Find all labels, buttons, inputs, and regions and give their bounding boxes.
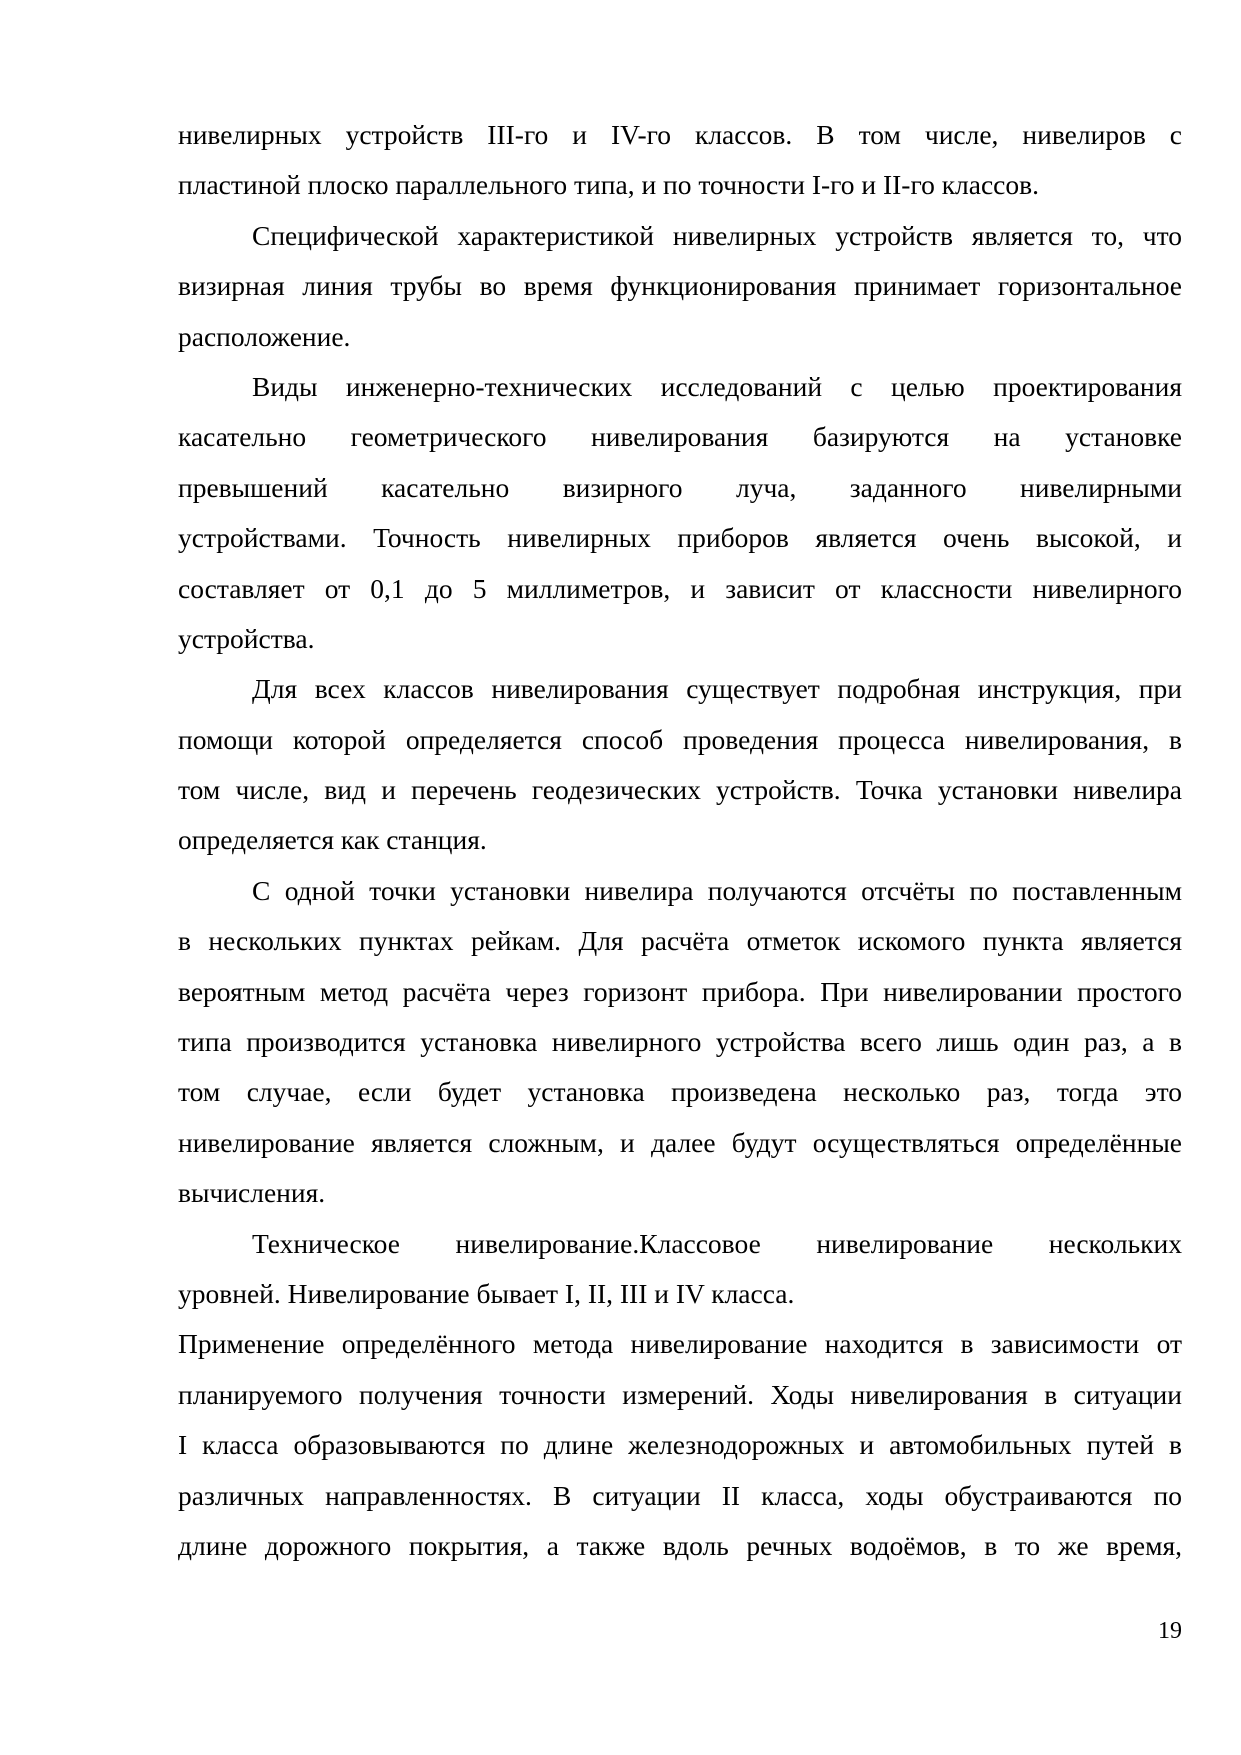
text-line: планируемого получения точности измерений. Ходы нивелирования в ситуации — [178, 1378, 1182, 1410]
text-line: том числе, вид и перечень геодезических устройств. Точка установки нивелира — [178, 774, 1182, 806]
text-line: вычисления. — [178, 1177, 326, 1209]
text-line: нивелирование является сложным, и далее будут осуществляться определённые — [178, 1126, 1182, 1158]
text-line: помощи которой определяется способ проведения процесса нивелирования, в — [178, 723, 1182, 755]
text-line: типа производится установка нивелирного устройства всего лишь один раз, а в — [178, 1026, 1182, 1058]
text-line: Специфической характеристикой нивелирных устройств является то, что — [252, 219, 1182, 251]
text-line: расположение. — [178, 320, 351, 352]
text-line: касательно геометрического нивелирования базируются на установке — [178, 421, 1182, 453]
text-line: Виды инженерно-технических исследований с целью проектирования — [252, 370, 1182, 402]
text-line: устройствами. Точность нивелирных приборов является очень высокой, и — [178, 522, 1182, 554]
paragraph — [178, 362, 1182, 664]
text-line: превышений касательно визирного луча, заданного нивелирными — [178, 471, 1182, 503]
text-line: определяется как станция. — [178, 824, 487, 856]
text-line: пластиной плоско параллельного типа, и по точности I-го и II-го классов. — [178, 169, 1039, 201]
paragraph — [178, 1319, 1182, 1571]
text-line: нивелирных устройств III-го и IV-го классов. В том числе, нивелиров с — [178, 119, 1182, 150]
text-line: Техническое нивелирование.Классовое нивелирование нескольких — [252, 1227, 1182, 1259]
text-line: С одной точки установки нивелира получаются отсчёты по поставленным — [252, 874, 1182, 906]
body-text — [178, 110, 1182, 1571]
text-line: I класса образовываются по длине железнодорожных и автомобильных путей в — [178, 1429, 1182, 1461]
text-line: том случае, если будет установка произведена несколько раз, тогда это — [178, 1076, 1182, 1108]
paragraph — [178, 211, 1182, 362]
paragraph — [178, 1219, 1182, 1320]
paragraph — [178, 866, 1182, 1219]
text-line: вероятным метод расчёта через горизонт прибора. При нивелировании простого — [178, 975, 1182, 1007]
text-line: составляет от 0,1 до 5 миллиметров, и зависит от классности нивелирного — [178, 572, 1182, 604]
page-number: 19 — [1158, 1618, 1182, 1644]
paragraph — [178, 664, 1182, 866]
text-line: Применение определённого метода нивелирование находится в зависимости от — [178, 1328, 1182, 1360]
text-line: уровней. Нивелирование бывает I, II, III и IV класса. — [178, 1277, 795, 1309]
text-line: Для всех классов нивелирования существует подробная инструкция, при — [252, 673, 1182, 705]
text-line: длине дорожного покрытия, а также вдоль речных водоёмов, в то же время, — [178, 1529, 1182, 1561]
text-line: устройства. — [178, 622, 315, 654]
text-line: в нескольких пунктах рейкам. Для расчёта отметок искомого пункта является — [178, 925, 1182, 957]
text-line: визирная линия трубы во время функционирования принимает горизонтальное — [178, 270, 1182, 302]
text-line: различных направленностях. В ситуации II класса, ходы обустраиваются по — [178, 1479, 1182, 1511]
paragraph — [178, 110, 1182, 211]
